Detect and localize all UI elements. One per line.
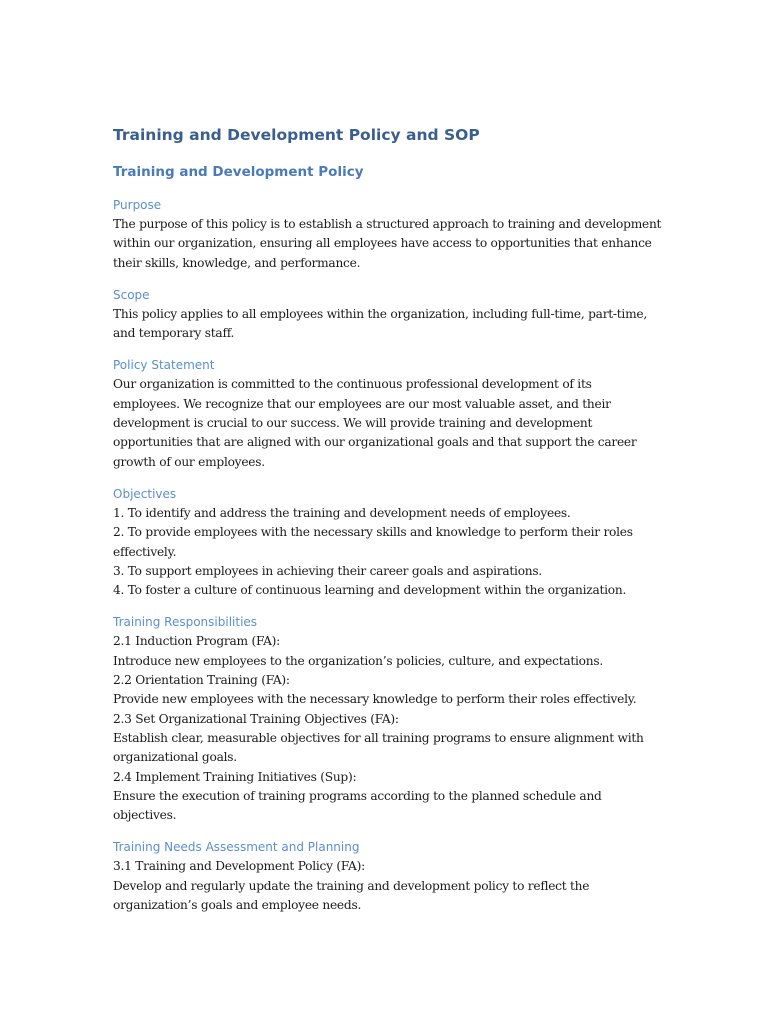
section-heading: Training Needs Assessment and Planning — [113, 840, 360, 855]
paragraph-line: Our organization is committed to the continuous professional development of its — [113, 377, 592, 392]
paragraph-line: organization’s goals and employee needs. — [113, 898, 362, 913]
paragraph-line: Ensure the execution of training programs according to the planned schedule and — [113, 788, 602, 803]
section-heading: Policy Statement — [113, 358, 215, 373]
section-heading: Scope — [113, 287, 150, 302]
section-scope — [113, 286, 663, 344]
section-heading: Objectives — [113, 486, 177, 501]
section-training-responsibilities — [113, 613, 663, 825]
paragraph-line: their skills, knowledge, and performance. — [113, 255, 361, 270]
paragraph-line: objectives. — [113, 808, 177, 823]
section-needs-assessment — [113, 838, 663, 915]
section-heading: Purpose — [113, 198, 162, 212]
paragraph-line: This policy applies to all employees within the organization, including full-time, part-time, — [113, 306, 647, 321]
paragraph-line: Develop and regularly update the training and development policy to reflect the — [113, 878, 590, 893]
paragraph-line: 3.1 Training and Development Policy (FA): — [113, 859, 365, 874]
paragraph-line: within our organization, ensuring all employees have access to opportunities that enhance — [113, 236, 652, 251]
paragraph-line: Introduce new employees to the organization’s policies, culture, and expectations. — [113, 653, 603, 668]
document-page — [113, 124, 663, 928]
list-item: 3. To support employees in achieving their career goals and aspirations. — [113, 563, 543, 578]
document-subtitle: Training and Development Policy — [113, 164, 364, 180]
list-item: 4. To foster a culture of continuous learning and development within the organization. — [113, 583, 627, 598]
section-policy-statement — [113, 356, 663, 471]
paragraph-line: and temporary staff. — [113, 326, 235, 341]
paragraph-line: 2.3 Set Organizational Training Objectives (FA): — [113, 711, 399, 726]
paragraph-line: organizational goals. — [113, 750, 237, 765]
paragraph-line: employees. We recognize that our employees are our most valuable asset, and their — [113, 396, 611, 411]
paragraph-line: The purpose of this policy is to establish a structured approach to training and development — [113, 217, 662, 231]
paragraph-line: development is crucial to our success. We will provide training and development — [113, 416, 593, 431]
list-item: 2. To provide employees with the necessary skills and knowledge to perform their roles — [113, 525, 633, 540]
paragraph-line: 2.1 Induction Program (FA): — [113, 634, 281, 649]
section-objectives — [113, 485, 663, 600]
paragraph-line: growth of our employees. — [113, 454, 265, 469]
paragraph-line: Provide new employees with the necessary knowledge to perform their roles effectively. — [113, 692, 637, 707]
list-item: 1. To identify and address the training and development needs of employees. — [113, 505, 571, 520]
section-heading: Training Responsibilities — [113, 615, 258, 630]
list-item: effectively. — [113, 544, 177, 559]
section-purpose — [113, 196, 663, 273]
paragraph-line: Establish clear, measurable objectives for all training programs to ensure alignment with — [113, 730, 644, 745]
paragraph-line: 2.2 Orientation Training (FA): — [113, 673, 290, 688]
paragraph-line: 2.4 Implement Training Initiatives (Sup): — [113, 769, 357, 784]
paragraph-line: opportunities that are aligned with our organizational goals and that support the career — [113, 435, 637, 450]
document-title: Training and Development Policy and SOP — [113, 126, 480, 144]
